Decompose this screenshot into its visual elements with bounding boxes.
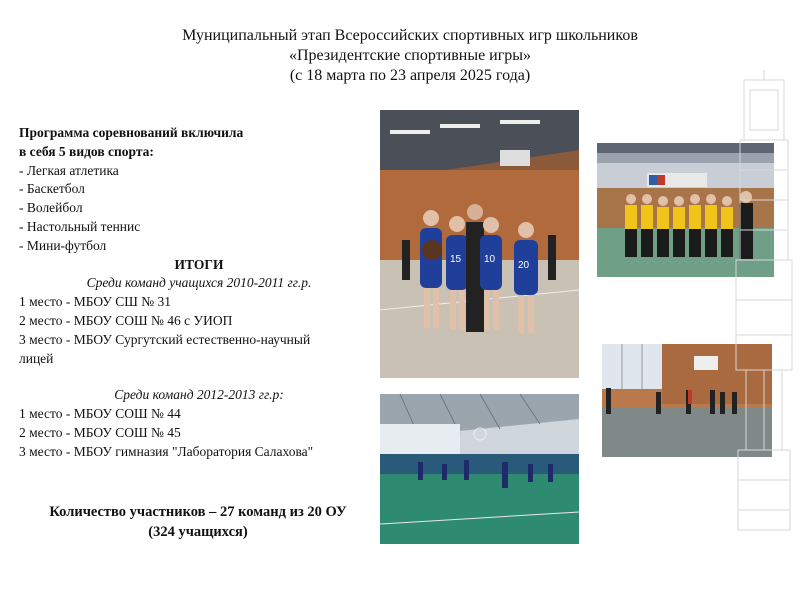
summary-line-1: Количество участников – 27 команд из 20 ОУ (49, 504, 347, 520)
title-line-1: Муниципальный этап Всероссийских спортивных игр школьников (182, 27, 638, 44)
building-outline-decoration (730, 70, 794, 540)
group2-place: 2 место - МБОУ СОШ № 45 (19, 424, 181, 440)
sport-item: - Мини-футбол (19, 237, 107, 253)
participants-summary (15, 502, 381, 542)
group2-title: Среди команд 2012-2013 гг.р: (114, 387, 284, 403)
group1-place: 2 место - МБОУ СОШ № 46 с УИОП (19, 312, 233, 328)
group2-place: 1 место - МБОУ СОШ № 44 (19, 406, 181, 422)
program-title-line-2: в себя 5 видов спорта: (19, 143, 154, 159)
title-line-3: (с 18 марта по 23 апреля 2025 года) (289, 67, 531, 84)
group1-title: Среди команд учащихся 2010-2011 гг.р. (86, 275, 312, 291)
group1-place: лицей (19, 350, 54, 366)
team-photo-gym (380, 110, 579, 378)
title-line-2: «Президентские спортивные игры» (288, 47, 532, 64)
jersey-number: 10 (484, 254, 496, 265)
jersey-number: 20 (518, 260, 530, 271)
summary-line-2: (324 учащихся) (148, 524, 248, 540)
results-heading: ИТОГИ (174, 256, 224, 272)
page-title (110, 26, 710, 86)
sport-item: - Волейбол (19, 200, 83, 216)
sport-item: - Настольный теннис (19, 218, 141, 234)
game-photo-green-floor (380, 394, 579, 544)
group1-place: 3 место - МБОУ Сургутский естественно-научный (19, 331, 311, 347)
sport-item: - Легкая атлетика (19, 162, 119, 178)
jersey-number: 15 (450, 254, 462, 265)
group2-place: 3 место - МБОУ гимназия "Лаборатория Салахова" (19, 443, 314, 459)
group1-place: 1 место - МБОУ СШ № 31 (19, 294, 172, 310)
program-results-block (19, 124, 379, 462)
sport-item: - Баскетбол (19, 181, 85, 197)
program-title-line-1: Программа соревнований включила (19, 125, 244, 140)
